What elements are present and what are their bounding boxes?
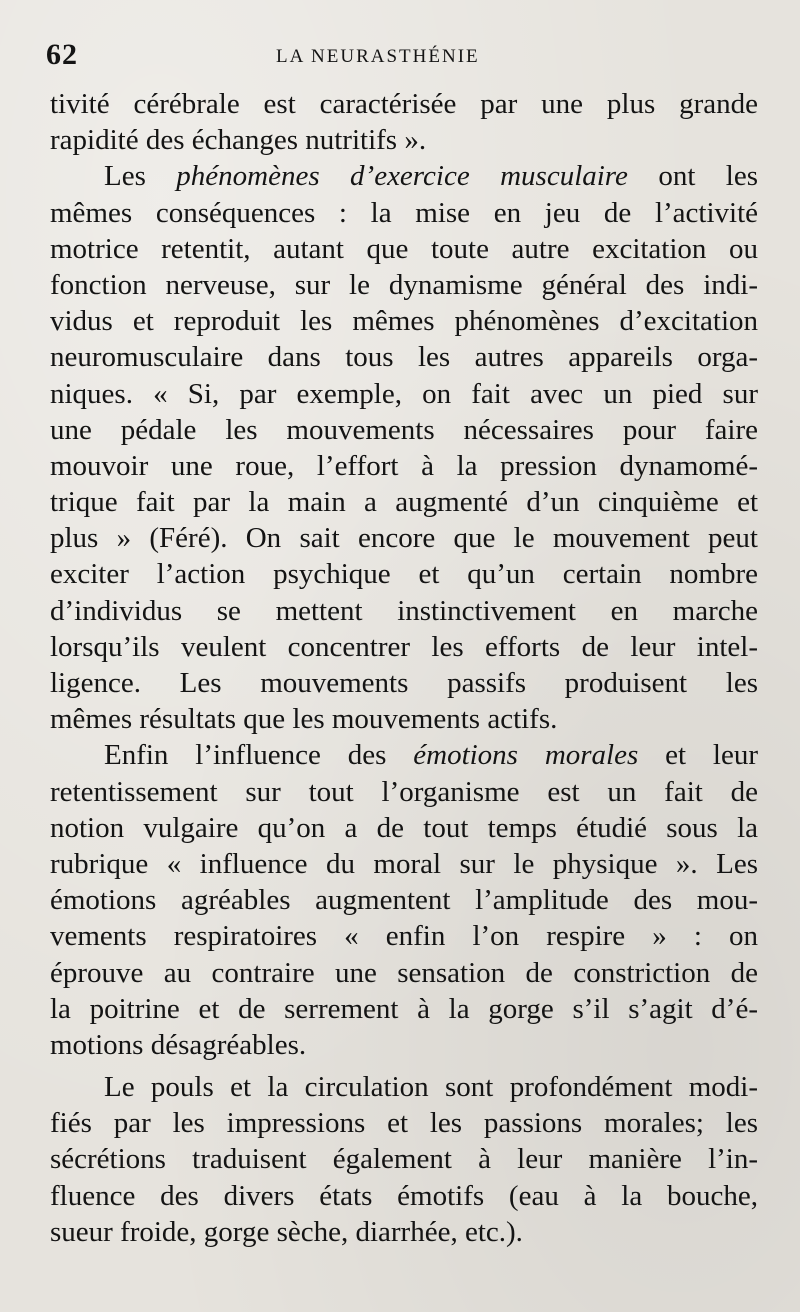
- text-line: mêmes résultats que les mouvements actifs.: [50, 703, 558, 736]
- text-line: sueur froide, gorge sèche, diarrhée, etc.).: [50, 1215, 523, 1248]
- text-line: retentissement sur tout l’organisme est un fait de: [50, 775, 758, 808]
- text-fragment: Enfin l’influence des: [104, 739, 414, 772]
- text-line: mêmes conséquences : la mise en jeu de l’activité: [50, 196, 758, 229]
- text-line: mouvoir une roue, l’effort à la pression dynamomé-: [50, 449, 758, 482]
- text-line: plus » (Féré). On sait encore que le mouvement peut: [50, 522, 758, 555]
- text-line: fluence des divers états émotifs (eau à la bouche,: [50, 1179, 758, 1212]
- text-line: motions désagréables.: [50, 1028, 307, 1061]
- text-line: la poitrine et de serrement à la gorge s’il s’agit d’é-: [50, 992, 758, 1025]
- text-line: émotions agréables augmentent l’amplitude des mou-: [50, 884, 758, 917]
- running-title: LA NEURASTHÉNIE: [276, 46, 480, 67]
- text-line: Le pouls et la circulation sont profondément modi-: [104, 1071, 758, 1104]
- body-text: [50, 86, 758, 1250]
- text-line: tivité cérébrale est caractérisée par une plus grande: [50, 88, 758, 120]
- text-line: vements respiratoires « enfin l’on respire » : on: [50, 920, 758, 953]
- text-line: sécrétions traduisent également à leur manière l’in-: [50, 1143, 758, 1176]
- text-fragment: Les: [104, 160, 177, 193]
- italic-phrase: émotions morales: [413, 739, 639, 772]
- text-line: niques. « Si, par exemple, on fait avec un pied sur: [50, 377, 758, 410]
- text-line: vidus et reproduit les mêmes phénomènes d’excitation: [50, 305, 758, 338]
- text-line: ligence. Les mouvements passifs produisent les: [50, 667, 758, 699]
- text-line: éprouve au contraire une sensation de constriction de: [50, 956, 758, 989]
- paragraph-4: [50, 1069, 758, 1250]
- text-line: une pédale les mouvements nécessaires pour faire: [50, 413, 758, 446]
- text-line: rubrique « influence du moral sur le physique ». Les: [50, 847, 758, 880]
- text-line: [50, 158, 758, 194]
- page-number: 62: [46, 38, 78, 71]
- text-fragment: ont les: [627, 160, 758, 193]
- text-line: fonction nerveuse, sur le dynamisme général des indi-: [50, 268, 758, 301]
- text-line: rapidité des échanges nutritifs ».: [50, 124, 427, 157]
- text-line: motrice retentit, autant que toute autre excitation ou: [50, 232, 758, 265]
- text-line: trique fait par la main a augmenté d’un cinquième et: [50, 486, 758, 519]
- text-fragment: et leur: [638, 739, 758, 772]
- paragraph-3: [50, 737, 758, 1063]
- text-line: neuromusculaire dans tous les autres appareils orga-: [50, 341, 758, 374]
- italic-phrase: phénomènes d’exercice musculaire: [176, 160, 628, 193]
- text-line: [50, 737, 758, 773]
- text-line: exciter l’action psychique et qu’un certain nombre: [50, 558, 758, 591]
- text-line: lorsqu’ils veulent concentrer les efforts de leur intel-: [50, 630, 758, 663]
- text-line: fiés par les impressions et les passions morales; les: [50, 1107, 758, 1140]
- paragraph-1: [50, 86, 758, 158]
- text-line: notion vulgaire qu’on a de tout temps étudié sous la: [50, 811, 758, 844]
- paragraph-2: [50, 158, 758, 737]
- page-header: [40, 38, 770, 74]
- text-line: d’individus se mettent instinctivement en marche: [50, 594, 758, 627]
